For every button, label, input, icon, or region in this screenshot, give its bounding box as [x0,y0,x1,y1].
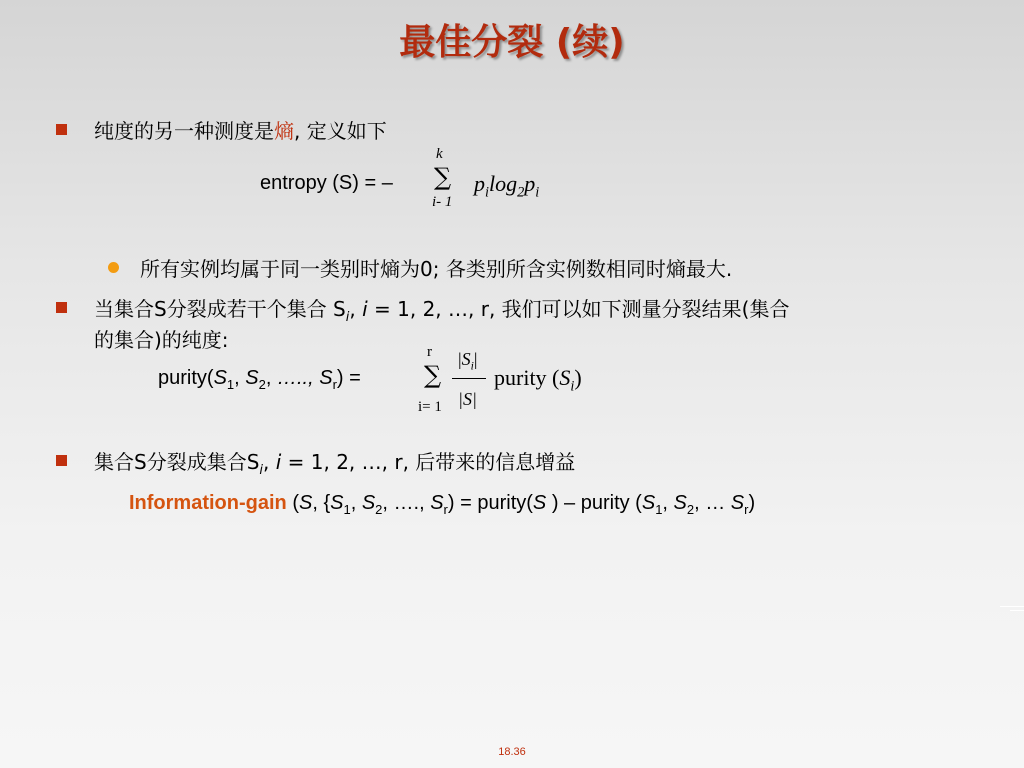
purity-rhs [494,365,582,395]
separator: , [349,297,363,321]
entropy-sigma: ∑ [434,163,452,191]
comma: , [350,492,362,514]
equals-purity: ) = purity( [447,492,533,514]
decorative-line [1000,606,1024,607]
sub-i: i [470,359,474,373]
p-subscript: i [485,184,489,201]
ellipsis: ….., [276,367,320,389]
ellipsis: , … [694,492,731,514]
comma: , [265,367,277,389]
log-symbol: log [488,171,518,196]
subset-index: i [345,310,350,325]
subset-index: i [259,463,264,478]
index-variable: i [362,297,368,321]
s-var: S [430,492,444,514]
bullet-entropy-suffix: , 定义如下 [294,119,387,143]
bullet-split-purity-line2: 的集合)的纯度: [94,328,229,352]
sub-1: 1 [226,377,235,392]
bullet-split-purity [94,293,789,325]
decorative-line [1010,610,1024,611]
entropy-term: 熵 [274,119,294,143]
sub-r: r [332,377,337,392]
abs-bar: | [473,349,478,369]
p-symbol-2: p [524,171,536,196]
info-gain-label: Information-gain [129,492,287,514]
entropy-sum-lower: i- 1 [432,194,453,210]
slide-title: 最佳分裂 (续) [399,22,625,63]
s-var: S [532,492,547,514]
s-var: S [361,492,376,514]
purity-fraction-numerator [458,349,477,373]
s-var: S [330,492,344,514]
s-var: S [461,349,471,369]
ellipsis: …., [393,492,431,514]
bullet-entropy-text: 纯度的另一种测度是 [94,119,274,143]
bullet-info-gain [94,446,575,478]
entropy-lhs: entropy (S) = – [260,172,393,194]
sub-2: 2 [375,502,383,517]
sub-2: 2 [258,377,266,392]
gain-text: 集合S分裂成集合S [94,450,260,474]
sub-1: 1 [655,502,663,517]
sub-bullet-marker [108,262,119,273]
purity-fn-rhs: purity ( [494,365,560,390]
entropy-term-expression [474,171,539,201]
bullet-marker [56,124,67,135]
separator: , [263,450,276,474]
comma: , [382,492,394,514]
purity-fn: purity( [158,367,214,389]
close-equals: ) = [336,367,361,389]
p-subscript-2: i [535,184,540,201]
s-var: S [641,492,656,514]
s-var: S [245,367,259,389]
s-var: S [319,367,333,389]
gain-text-2: = 1, 2, …, r, 后带来的信息增益 [281,450,576,474]
open-paren: ( [286,492,299,514]
bullet-marker [56,455,67,466]
entropy-property-text: 所有实例均属于同一类别时熵为0; 各类别所含实例数相同时熵最大. [140,257,733,281]
comma: , [662,492,674,514]
info-gain-formula [129,492,755,517]
purity-sum-upper: r [427,344,432,360]
fraction-bar [452,378,486,379]
sub-r: r [744,502,749,517]
purity-sigma: ∑ [424,361,442,389]
p-symbol: p [474,171,485,196]
bullet-entropy [94,115,387,144]
entropy-sum-upper: k [436,146,443,162]
page-number: 18.36 [498,746,526,758]
s-var: S [213,367,227,389]
index-variable: i [275,450,282,474]
abs-bar: | [458,349,462,369]
split-text-2: = 1, 2, …, r, 我们可以如下测量分裂结果(集合 [367,297,790,321]
close-paren: ) [748,492,756,514]
s-var: S [298,492,313,514]
s-var: S [673,492,687,514]
purity-fraction-denominator: |S| [458,389,477,409]
bullet-marker [56,302,67,313]
minus-purity: ) – purity ( [546,492,642,514]
split-text: 当集合S分裂成若干个集合 S [94,297,346,321]
s-var: S [730,492,745,514]
purity-lhs [158,367,361,392]
close-paren: ) [574,365,582,390]
comma: , [234,367,246,389]
sub-i: i [570,378,575,395]
sub-r: r [443,502,448,517]
s-var: S [559,365,571,390]
sub-2: 2 [686,502,695,517]
open-brace: , { [312,492,331,514]
log-base: 2 [517,184,525,201]
purity-sum-lower: i= 1 [418,399,442,415]
sub-1: 1 [343,502,351,517]
